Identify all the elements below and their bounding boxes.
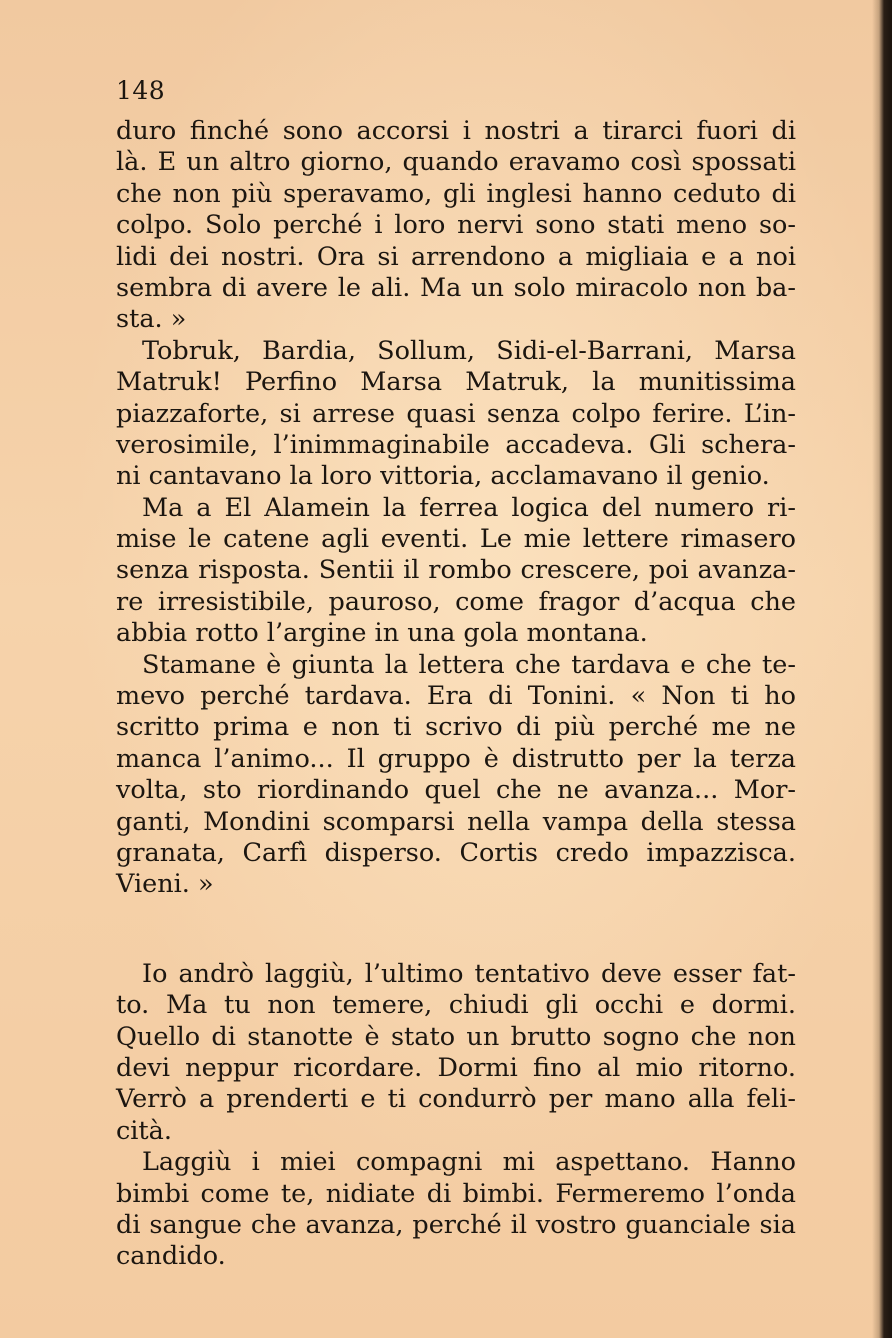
text-line: candido. <box>116 1241 226 1272</box>
paragraph <box>116 336 796 493</box>
paragraph <box>116 1147 796 1273</box>
text-line: Verrò a prenderti e ti condurrò per mano alla feli- <box>116 1084 796 1115</box>
text-line: Tobruk, Bardia, Sollum, Sidi-el-Barrani, Marsa <box>142 335 796 366</box>
text-line: cità. <box>116 1115 172 1146</box>
text-line: to. Ma tu non temere, chiudi gli occhi e dormi. <box>116 990 796 1021</box>
text-line: sta. » <box>116 304 187 335</box>
text-line: senza risposta. Sentii il rombo crescere, poi avanza- <box>116 555 796 586</box>
page-number: 148 <box>116 76 166 105</box>
text-line: verosimile, l’inimmaginabile accadeva. Gli schera- <box>116 429 796 460</box>
text-line: di sangue che avanza, perché il vostro guanciale sia <box>116 1209 796 1240</box>
text-line: Io andrò laggiù, l’ultimo tentativo deve esser fat- <box>142 958 796 989</box>
text-line: scritto prima e non ti scrivo di più perché me ne <box>116 712 796 743</box>
page-edge-shadow <box>872 0 892 1338</box>
text-line: re irresistibile, pauroso, come fragor d’acqua che <box>116 586 796 617</box>
text-line: duro finché sono accorsi i nostri a tirarci fuori di <box>116 116 796 146</box>
text-line: devi neppur ricordare. Dormi fino al mio ritorno. <box>116 1052 796 1083</box>
body-text <box>116 116 796 1273</box>
text-line: Ma a El Alamein la ferrea logica del numero ri- <box>142 492 796 523</box>
text-line: là. E un altro giorno, quando eravamo così spossati <box>116 147 796 178</box>
text-line: sembra di avere le ali. Ma un solo miracolo non ba- <box>116 272 796 303</box>
text-line: granata, Carfì disperso. Cortis credo impazzisca. <box>116 837 796 868</box>
text-line: Vieni. » <box>116 869 214 900</box>
paragraph <box>116 959 796 1147</box>
paragraph <box>116 493 796 650</box>
text-line: piazzaforte, si arrese quasi senza colpo ferire. L’in- <box>116 398 796 429</box>
text-line: Laggiù i miei compagni mi aspettano. Hanno <box>142 1147 796 1178</box>
text-line: Quello di stanotte è stato un brutto sogno che non <box>116 1021 796 1052</box>
text-line: mevo perché tardava. Era di Tonini. « Non ti ho <box>116 681 796 712</box>
text-line: abbia rotto l’argine in una gola montana. <box>116 618 648 649</box>
text-line: volta, sto riordinando quel che ne avanza... Mor- <box>116 775 796 806</box>
text-line: lidi dei nostri. Ora si arrendono a migliaia e a noi <box>116 241 796 272</box>
paragraph <box>116 650 796 901</box>
text-line: colpo. Solo perché i loro nervi sono stati meno so- <box>116 210 796 241</box>
paragraph <box>116 116 796 336</box>
text-line: Matruk! Perfino Marsa Matruk, la munitissima <box>116 367 796 398</box>
text-line: manca l’animo... Il gruppo è distrutto per la terza <box>116 743 796 774</box>
text-line: mise le catene agli eventi. Le mie lettere rimasero <box>116 524 796 555</box>
text-line: che non più speravamo, gli inglesi hanno ceduto di <box>116 178 796 209</box>
section-break <box>116 901 796 959</box>
text-line: bimbi come te, nidiate di bimbi. Fermeremo l’onda <box>116 1178 796 1209</box>
text-line: Stamane è giunta la lettera che tardava e che te- <box>142 649 796 680</box>
text-line: ni cantavano la loro vittoria, acclamavano il genio. <box>116 461 770 492</box>
text-line: ganti, Mondini scomparsi nella vampa della stessa <box>116 806 796 837</box>
